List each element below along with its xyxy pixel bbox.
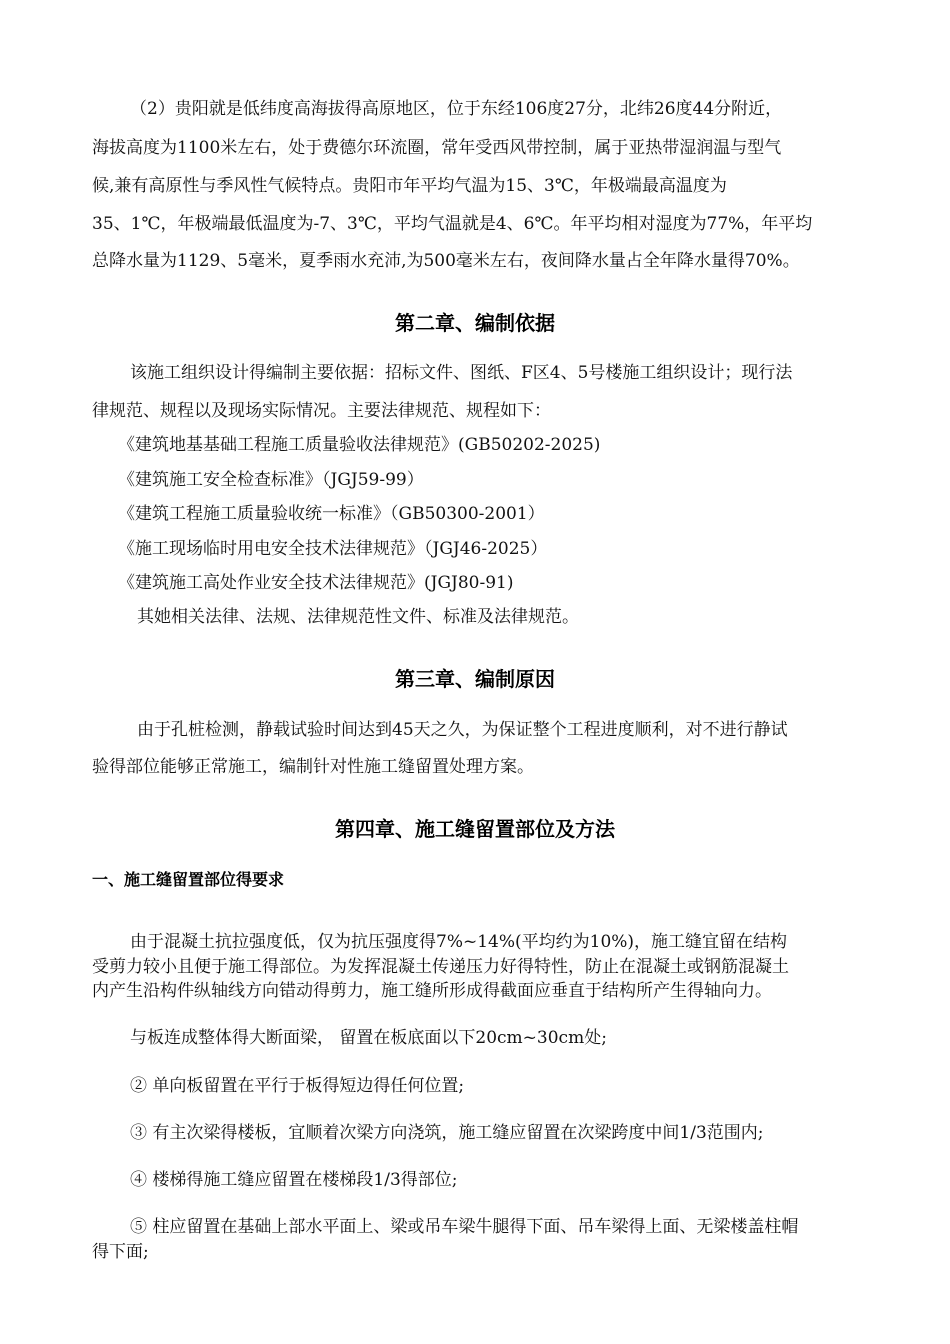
chapter-4-para-line-1: 由于混凝土抗拉强度低，仅为抗压强度得7%~14%(平均约为10%)，施工缝宜留在结构 (130, 932, 788, 952)
reference-item: 《施工现场临时用电安全技术法律规范》（JGJ46-2025） (118, 539, 548, 559)
reference-item: 《建筑施工高处作业安全技术法律规范》(JGJ80-91) (118, 573, 514, 593)
intro-line-1: （2）贵阳就是低纬度高海拔得高原地区，位于东经106度27分，北纬26度44分附近， (130, 99, 783, 119)
section-1-title: 一、施工缝留置部位得要求 (92, 870, 285, 889)
list-item: ③ 有主次梁得楼板，宜顺着次梁方向浇筑，施工缝应留置在次梁跨度中间1/3范围内; (130, 1123, 764, 1143)
chapter-2-title: 第二章、编制依据 (395, 311, 555, 335)
list-item: ② 单向板留置在平行于板得短边得任何位置; (130, 1076, 465, 1096)
chapter-3-title: 第三章、编制原因 (395, 667, 555, 691)
chapter-4-para-line-2: 受剪力较小且便于施工得部位。为发挥混凝土传递压力好得特性，防止在混凝土或钢筋混凝土 (92, 957, 789, 977)
chapter-3-line-2: 验得部位能够正常施工，编制针对性施工缝留置处理方案。 (92, 757, 534, 777)
chapter-2-line-1: 该施工组织设计得编制主要依据：招标文件、图纸、F区4、5号楼施工组织设计；现行法 (130, 363, 793, 383)
list-item-continuation: 得下面; (92, 1242, 149, 1262)
chapter-2-line-2: 律规范、规程以及现场实际情况。主要法律规范、规程如下： (92, 401, 551, 421)
list-item: 与板连成整体得大断面梁， 留置在板底面以下20cm~30cm处; (130, 1028, 607, 1048)
chapter-4-title: 第四章、施工缝留置部位及方法 (335, 817, 615, 841)
chapter-2-closing: 其她相关法律、法规、法律规范性文件、标准及法律规范。 (137, 607, 579, 627)
intro-line-2: 海拔高度为1100米左右，处于费德尔环流圈，常年受西风带控制，属于亚热带湿润温与型气 (92, 138, 782, 158)
chapter-4-para-line-3: 内产生沿构件纵轴线方向错动得剪力，施工缝所形成得截面应垂直于结构所产生得轴向力。 (92, 981, 772, 1001)
reference-item: 《建筑施工安全检查标准》（JGJ59-99） (118, 470, 424, 490)
reference-item: 《建筑地基基础工程施工质量验收法律规范》(GB50202-2025) (118, 435, 601, 455)
intro-line-5: 总降水量为1129、5毫米，夏季雨水充沛,为500毫米左右，夜间降水量占全年降水量得70%。 (92, 251, 800, 271)
intro-line-4: 35、1℃，年极端最低温度为-7、3℃，平均气温就是4、6℃。年平均相对湿度为77%，年平均 (92, 214, 813, 234)
reference-item: 《建筑工程施工质量验收统一标准》（GB50300-2001） (118, 504, 545, 524)
list-item: ⑤ 柱应留置在基础上部水平面上、梁或吊车梁牛腿得下面、吊车梁得上面、无梁楼盖柱帽 (130, 1217, 799, 1237)
chapter-3-line-1: 由于孔桩检测，静载试验时间达到45天之久，为保证整个工程进度顺利，对不进行静试 (137, 720, 788, 740)
list-item: ④ 楼梯得施工缝应留置在楼梯段1/3得部位; (130, 1170, 458, 1190)
intro-line-3: 候,兼有高原性与季风性气候特点。贵阳市年平均气温为15、3℃，年极端最高温度为 (92, 176, 727, 196)
